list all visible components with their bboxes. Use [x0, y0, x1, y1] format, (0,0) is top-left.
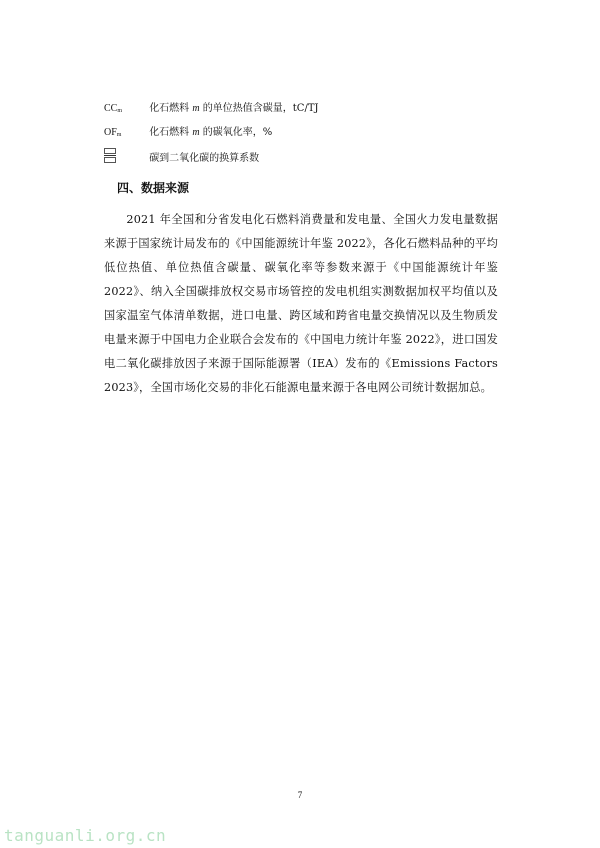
definition-text-cc: 化石燃料 m 的单位热值含碳量，tC/TJ [149, 103, 319, 114]
definition-row-cc [104, 102, 319, 118]
fraction-numerator [104, 148, 116, 154]
body-paragraph: 2021 年全国和分省发电化石燃料消费量和发电量、全国火力发电量数据来源于国家统计局发布的《中国能源统计年鉴 2022》，各化石燃料品种的平均低位热值、单位热值含碳量、碳氧化率等参数来源于《中国能源统计年鉴 2022》、纳入全国碳排放权交易市场管控的发电机组实测数据加权平均值以及国家温室气体清单数据，进口电量、跨区域和跨省电量交换情况以及生物质发电量来源于中国电力企业联合会发布的《中国电力统计年鉴 2022》，进口国发电二氧化碳排放因子来源于国际能源署（IEA）发布的《Emissions Factors 2023》，全国市场化交易的非化石能源电量来源于各电网公司统计数据加总。 [104, 213, 498, 394]
fraction-line [104, 155, 116, 156]
definition-row-conversion [104, 148, 259, 168]
symbol-of: $OF_m$ [104, 127, 122, 138]
fraction-denominator [104, 157, 116, 163]
page-number: 7 [297, 790, 303, 800]
definition-text-of: 化石燃料 m 的碳氧化率，% [149, 127, 273, 138]
definition-row-of [104, 126, 272, 142]
fraction-symbol [104, 148, 146, 168]
definition-text-conversion: 碳到二氧化碳的换算系数 [149, 152, 260, 164]
section-heading: 四、数据来源 [117, 181, 190, 195]
symbol-cc: $CC_m$ [104, 103, 123, 114]
watermark-text: tanguanli.org.cn [4, 826, 167, 845]
